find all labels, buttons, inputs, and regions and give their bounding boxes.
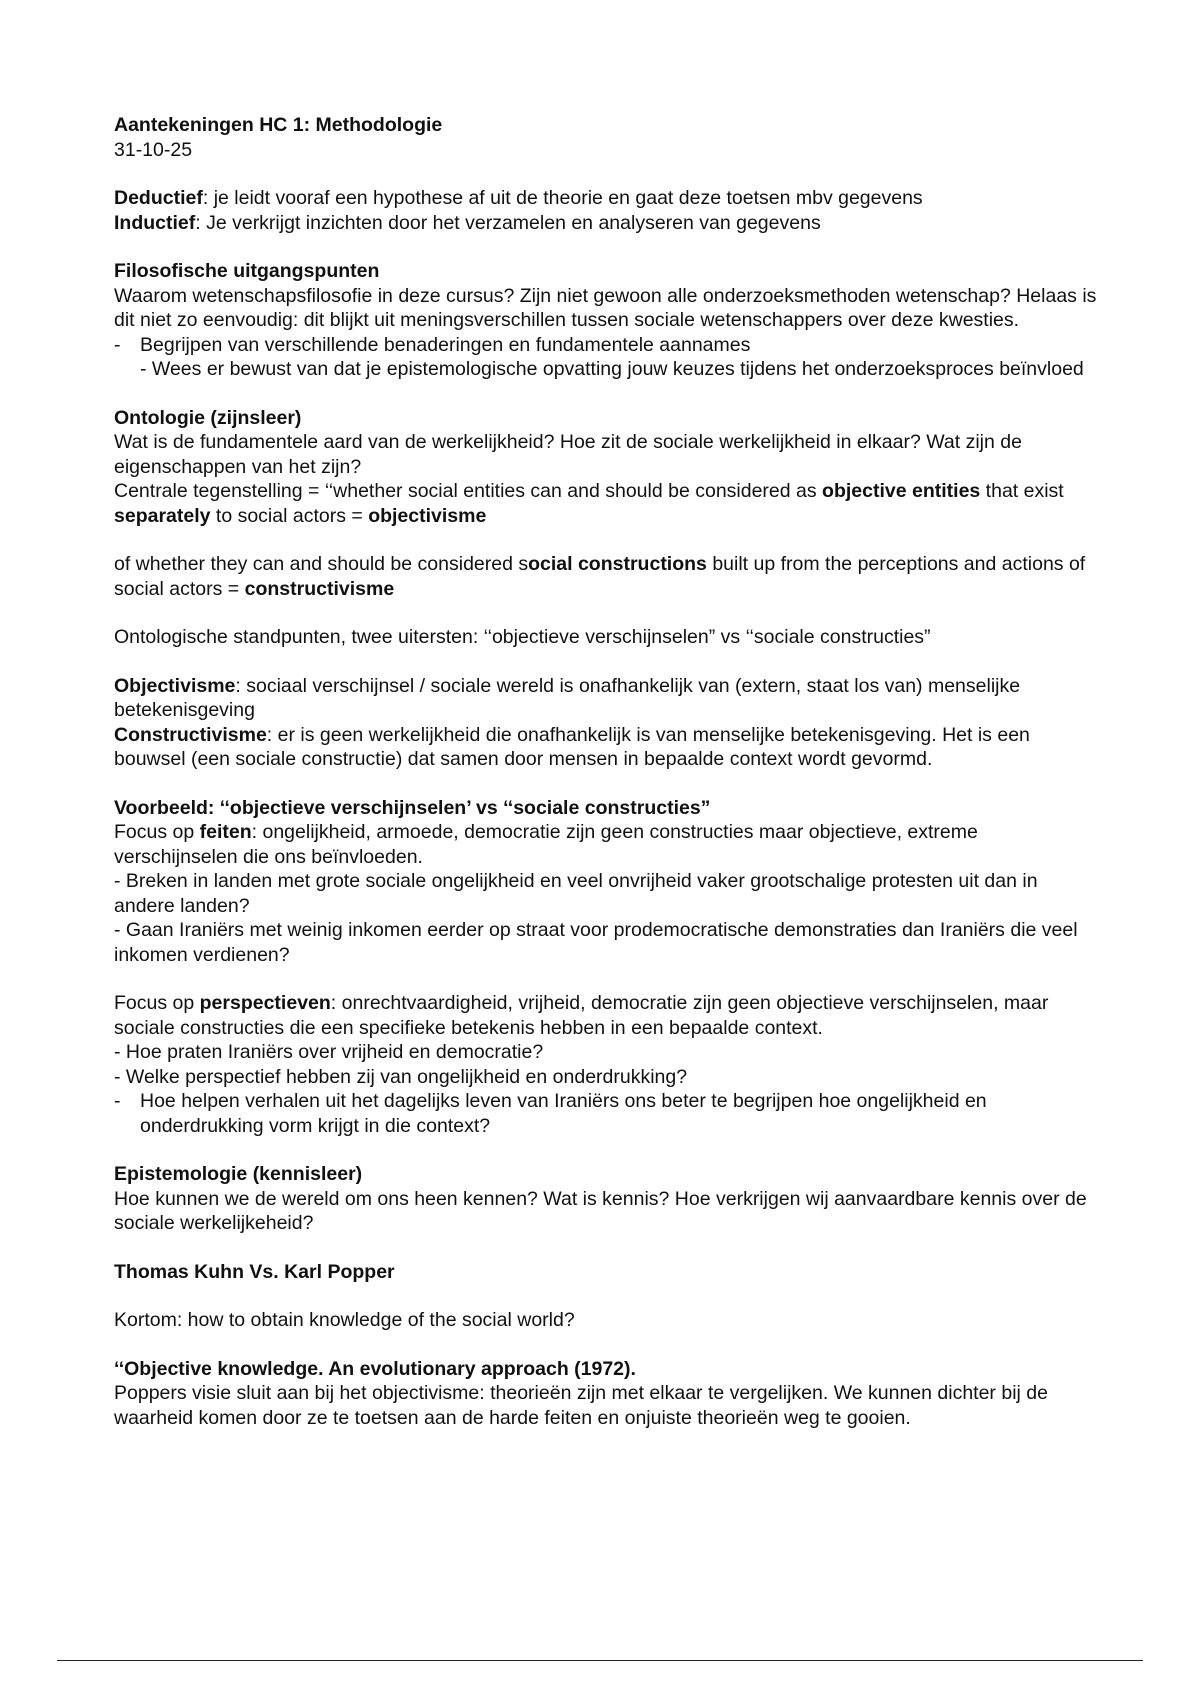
list-item: - Welke perspectief hebben zij van ongelijkheid en onderdrukking? — [114, 1065, 688, 1088]
document-title: Aantekeningen HC 1: Methodologie — [114, 114, 443, 136]
epistemologie-intro: Hoe kunnen we de wereld om ons heen kennen? Wat is kennis? Hoe verkrijgen wij aanvaardbare kennis over de sociale werkelijkeheid? — [114, 1187, 1087, 1234]
list-item: - Hoe helpen verhalen uit het dagelijks leven van Iraniërs ons beter te begrijpen hoe ongelijkheid en onderdrukking vorm krijgt in die context? — [114, 1090, 987, 1137]
ontologie-standpunten: Ontologische standpunten, twee uitersten: ‘‘objectieve verschijnselen” vs ‘‘sociale constructies” — [114, 626, 931, 648]
section-heading-filosofisch: Filosofische uitgangspunten — [114, 260, 380, 282]
footer-divider — [57, 1660, 1143, 1661]
document-body — [114, 113, 1099, 1430]
ontologie-intro: Wat is de fundamentele aard van de werkelijkheid? Hoe zit de sociale werkelijkheid in elkaar? Wat zijn de eigenschappen van het zijn? — [114, 431, 1022, 478]
section-heading-ontologie: Ontologie (zijnsleer) — [114, 406, 302, 429]
voorbeeld-perspectieven: Focus op perspectieven: onrechtvaardigheid, vrijheid, democratie zijn geen objectieve verschijnselen, maar sociale constructies die een specifieke betekenis hebben in een bepaalde context. — [114, 992, 1049, 1039]
filosofisch-intro: Waarom wetenschapsfilosofie in deze cursus? Zijn niet gewoon alle onderzoeksmethoden wetenschap? Helaas is dit niet zo eenvoudig: dit blijkt uit meningsverschillen tussen sociale wetenschappers over deze kwesties. — [114, 284, 1097, 331]
popper-paragraph: Poppers visie sluit aan bij het objectivisme: theorieën zijn met elkaar te vergelijken. We kunnen dichter bij de waarheid komen door ze te toetsen aan de harde feiten en onjuiste theorieën weg te gooien. — [114, 1382, 1048, 1429]
definition-deductief: Deductief: je leidt vooraf een hypothese af uit de theorie en gaat deze toetsen mbv gegevens — [114, 187, 923, 209]
definition-constructivisme: Constructivisme: er is geen werkelijkheid die onafhankelijk is van menselijke betekenisgeving. Het is een bouwsel (een sociale constructie) dat samen door mensen in bepaalde context wordt gevormd. — [114, 723, 1030, 770]
section-heading-epistemologie: Epistemologie (kennisleer) — [114, 1163, 363, 1185]
sub-list-item: - Wees er bewust van dat je epistemologische opvatting jouw keuzes tijdens het onderzoeksproces beïnvloed — [140, 358, 1084, 380]
list-item: - Hoe praten Iraniërs over vrijheid en democratie? — [114, 1041, 544, 1063]
list-item: - Breken in landen met grote sociale ongelijkheid en veel onvrijheid vaker grootschalige protesten uit dan in andere landen? — [114, 870, 1038, 917]
section-heading-voorbeeld: Voorbeeld: ‘‘objectieve verschijnselen’ vs ‘‘sociale constructies” — [114, 796, 711, 819]
definition-objectivisme: Objectivisme: sociaal verschijnsel / sociale wereld is onafhankelijk van (extern, staat los van) menselijke betekenisgeving — [114, 674, 1021, 721]
ontologie-central-contrast: Centrale tegenstelling = ‘‘whether social entities can and should be considered as objective entities that exist separately to social actors = objectivisme — [114, 480, 1064, 527]
section-heading-objective-knowledge: ‘‘Objective knowledge. An evolutionary approach (1972). — [114, 1357, 636, 1380]
definition-inductief: Inductief: Je verkrijgt inzichten door het verzamelen en analyseren van gegevens — [114, 211, 821, 234]
document-date: 31-10-25 — [114, 138, 193, 161]
list-item: - Begrijpen van verschillende benaderingen en fundamentele aannames — [114, 333, 751, 356]
voorbeeld-feiten: Focus op feiten: ongelijkheid, armoede, democratie zijn geen constructies maar objectieve, extreme verschijnselen die ons beïnvloeden. — [114, 821, 978, 868]
list-item: - Gaan Iraniërs met weinig inkomen eerder op straat voor prodemocratische demonstraties dan Iraniërs die veel inkomen verdienen? — [114, 919, 1078, 966]
kortom-line: Kortom: how to obtain knowledge of the social world? — [114, 1309, 575, 1331]
ontologie-constructions: of whether they can and should be considered social constructions built up from the perceptions and actions of social actors = constructivisme — [114, 553, 1086, 600]
section-heading-kuhn-popper: Thomas Kuhn Vs. Karl Popper — [114, 1260, 395, 1283]
